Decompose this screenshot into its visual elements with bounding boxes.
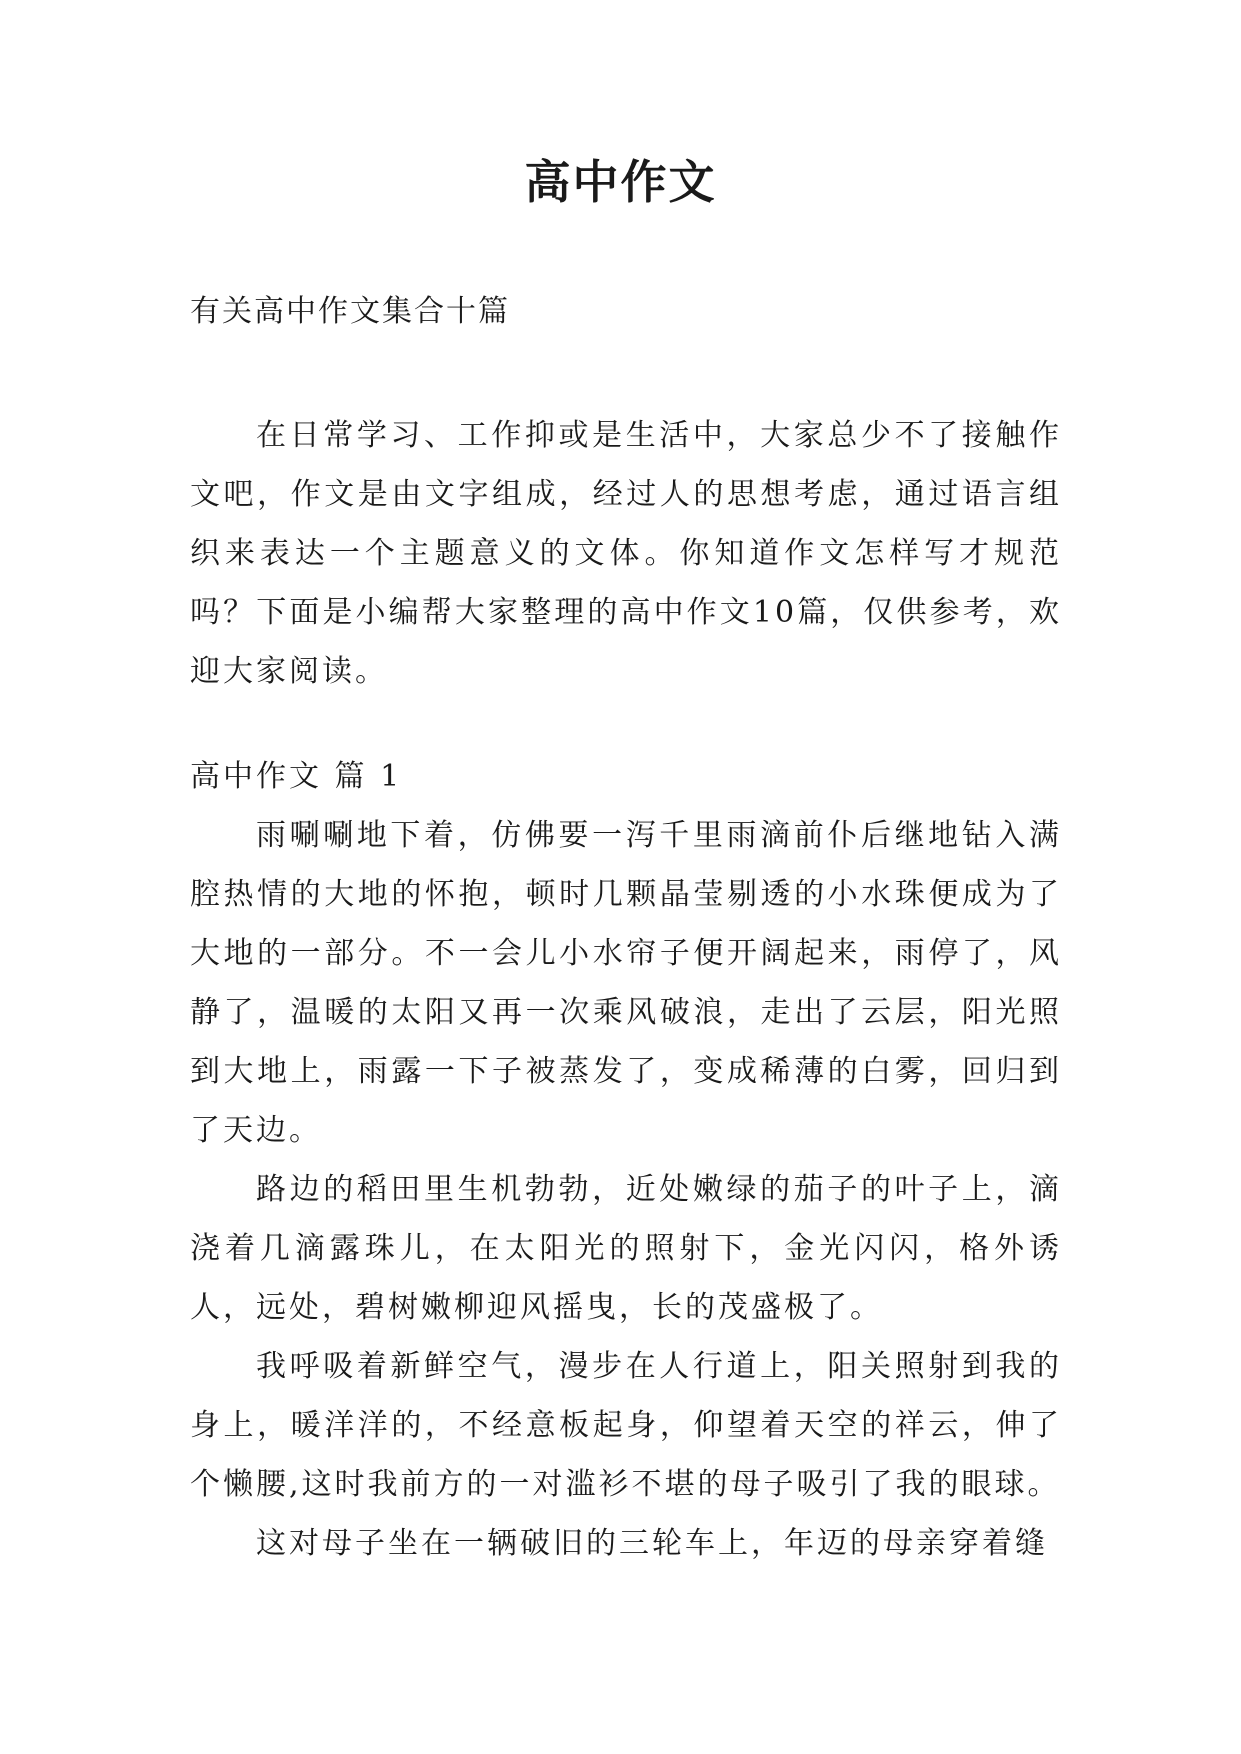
body-paragraph: 这对母子坐在一辆破旧的三轮车上，年迈的母亲穿着缝: [256, 1526, 1048, 1561]
body-paragraph: 我呼吸着新鲜空气，漫步在人行道上，阳关照射到我的身上，暖洋洋的，不经意板起身，仰望着天空的祥云，伸了个懒腰,这时我前方的一对滥衫不堪的母子吸引了我的眼球。: [190, 1349, 1062, 1502]
document-title: 高中作文: [524, 155, 717, 209]
body-paragraph: 雨唰唰地下着，仿佛要一泻千里雨滴前仆后继地钻入满腔热情的大地的怀抱，顿时几颗晶莹剔透的小水珠便成为了大地的一部分。不一会儿小水帘子便开阔起来，雨停了，风静了，温暖的太阳又再一次乘风破浪，走出了云层，阳光照到大地上，雨露一下子被蒸发了，变成稀薄的白雾，回归到了天边。: [190, 818, 1062, 1148]
document-subtitle: 有关高中作文集合十篇: [190, 294, 510, 329]
section-heading: 高中作文 篇 1: [190, 759, 403, 794]
intro-paragraph: 在日常学习、工作抑或是生活中，大家总少不了接触作文吧，作文是由文字组成，经过人的思想考虑，通过语言组织来表达一个主题意义的文体。你知道作文怎样写才规范吗？下面是小编帮大家整理的高中作文10篇，仅供参考，欢迎大家阅读。: [190, 418, 1062, 689]
body-paragraph: 路边的稻田里生机勃勃，近处嫩绿的茄子的叶子上，滴浇着几滴露珠儿，在太阳光的照射下，金光闪闪，格外诱人，远处，碧树嫩柳迎风摇曳，长的茂盛极了。: [190, 1172, 1062, 1325]
document-body: [190, 406, 1062, 1573]
